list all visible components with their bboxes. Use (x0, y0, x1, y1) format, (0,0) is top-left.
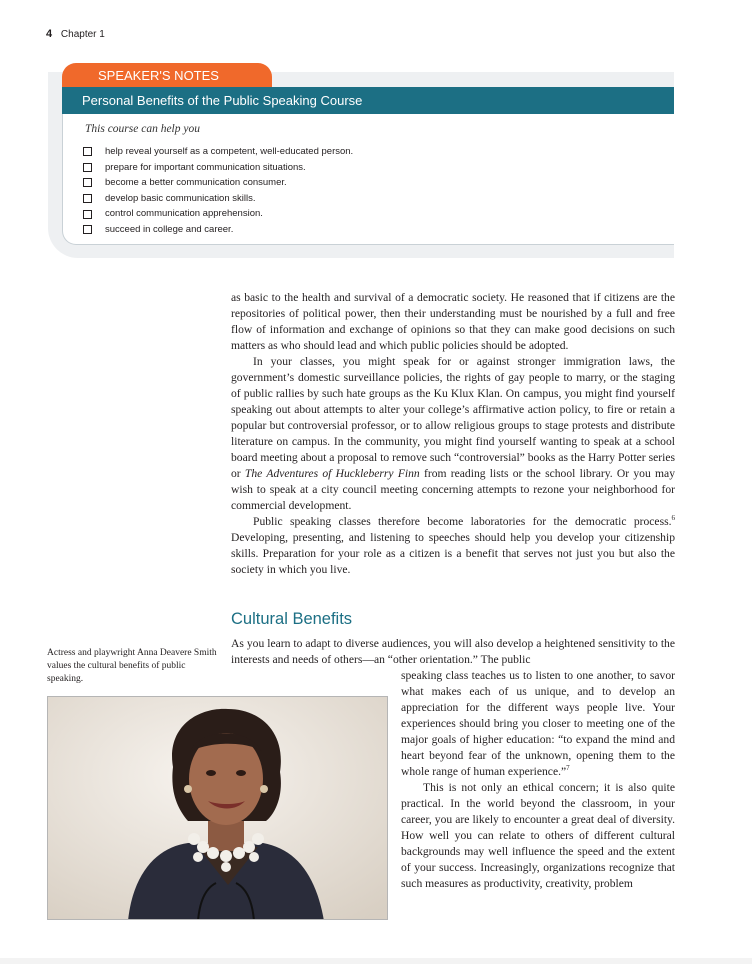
checklist-item: control communication apprehension. (83, 206, 353, 222)
footnote-ref: 7 (566, 764, 570, 773)
checkbox-icon (83, 225, 92, 234)
book-title: The Adventures of Huckleberry Finn (244, 467, 420, 480)
checkbox-icon (83, 147, 92, 156)
checkbox-icon (83, 163, 92, 172)
portrait-photo (47, 696, 388, 920)
wrapped-text-column (401, 668, 675, 892)
chapter-label: Chapter 1 (60, 29, 105, 40)
photo-caption: Actress and playwright Anna Deavere Smith values the cultural benefits of public speaking. (47, 648, 217, 684)
checklist-item: prepare for important communication situations. (83, 160, 353, 176)
checklist-item: become a better communication consumer. (83, 175, 353, 191)
page-bottom-edge (0, 958, 752, 964)
checkbox-icon (83, 210, 92, 219)
speakers-notes-title: Personal Benefits of the Public Speaking Course (62, 87, 674, 114)
paragraph: Public speaking classes therefore become laboratories for the democratic process.$^6$ Developing, presenting, and listening to speeches should help you develop your citizenship skills. Preparation for your role as a citizen is a benefit that serves not just you but also the society in which you live. (231, 514, 675, 576)
speakers-notes-box (62, 114, 674, 245)
paragraph: As you learn to adapt to diverse audiences, you will also develop a heightened sensitivity to the interests and needs of others—an “other orientation.” The public (231, 637, 675, 666)
page-number: 4 (46, 28, 53, 40)
running-header (46, 28, 105, 40)
paragraph: as basic to the health and survival of a democratic society. He reasoned that if citizens are the repositories of political power, then their understanding must be nourished by a full and free flow of information and exchange of opinions so that they can make good decisions on such matters as who should lead and which public policies should be adopted. (231, 291, 675, 352)
portrait-illustration (48, 697, 388, 920)
notes-checklist (83, 144, 353, 238)
main-text-column (231, 290, 675, 578)
checklist-item: succeed in college and career. (83, 222, 353, 238)
section-heading: Cultural Benefits (231, 610, 353, 628)
checkbox-icon (83, 194, 92, 203)
notes-intro: This course can help you (85, 123, 200, 135)
checklist-item: develop basic communication skills. (83, 191, 353, 207)
paragraph: This is not only an ethical concern; it is also quite practical. In the world beyond the classroom, in your career, you are likely to encounter a great deal of diversity. How well you can relate to others of different cultural backgrounds may well influence the speed and the extent of your success. Increasingly, organizations recognize that such measures as productivity, creativity, problem (401, 781, 675, 890)
paragraph: speaking class teaches us to listen to one another, to savor what makes each of us unique, and to develop an appreciation for the different ways people live. Your experiences should bring you closer to meeting one of the major goals of higher education: “to expand the mind and heart beyond fear of the unknown, opening them to the whole range of human experience.”$^7$ (401, 669, 675, 778)
checkbox-icon (83, 178, 92, 187)
footnote-ref: 6 (671, 514, 675, 523)
checklist-item: help reveal yourself as a competent, well-educated person. (83, 144, 353, 160)
speakers-notes-tab: SPEAKER'S NOTES (62, 63, 272, 89)
paragraph: In your classes, you might speak for or against stronger immigration laws, the government’s domestic surveillance policies, the rights of gay people to marry, or the staging of public rallies by such hate groups as the Ku Klux Klan. On campus, you might find yourself speaking out about attempts to alter your college’s affirmative action policy, to fire or retain a popular but controversial professor, or to allow religious groups to stage protests and distribute literature on campus. In the community, you might find yourself wanting to speak at a school board meeting about a proposal to remove such “controversial” books as the Harry Potter series or The Adventures of Huckleberry Finn from reading lists or the school library. Or you may wish to speak at a city council meeting concerning attempts to rezone your neighborhood for commercial development. (231, 355, 675, 512)
